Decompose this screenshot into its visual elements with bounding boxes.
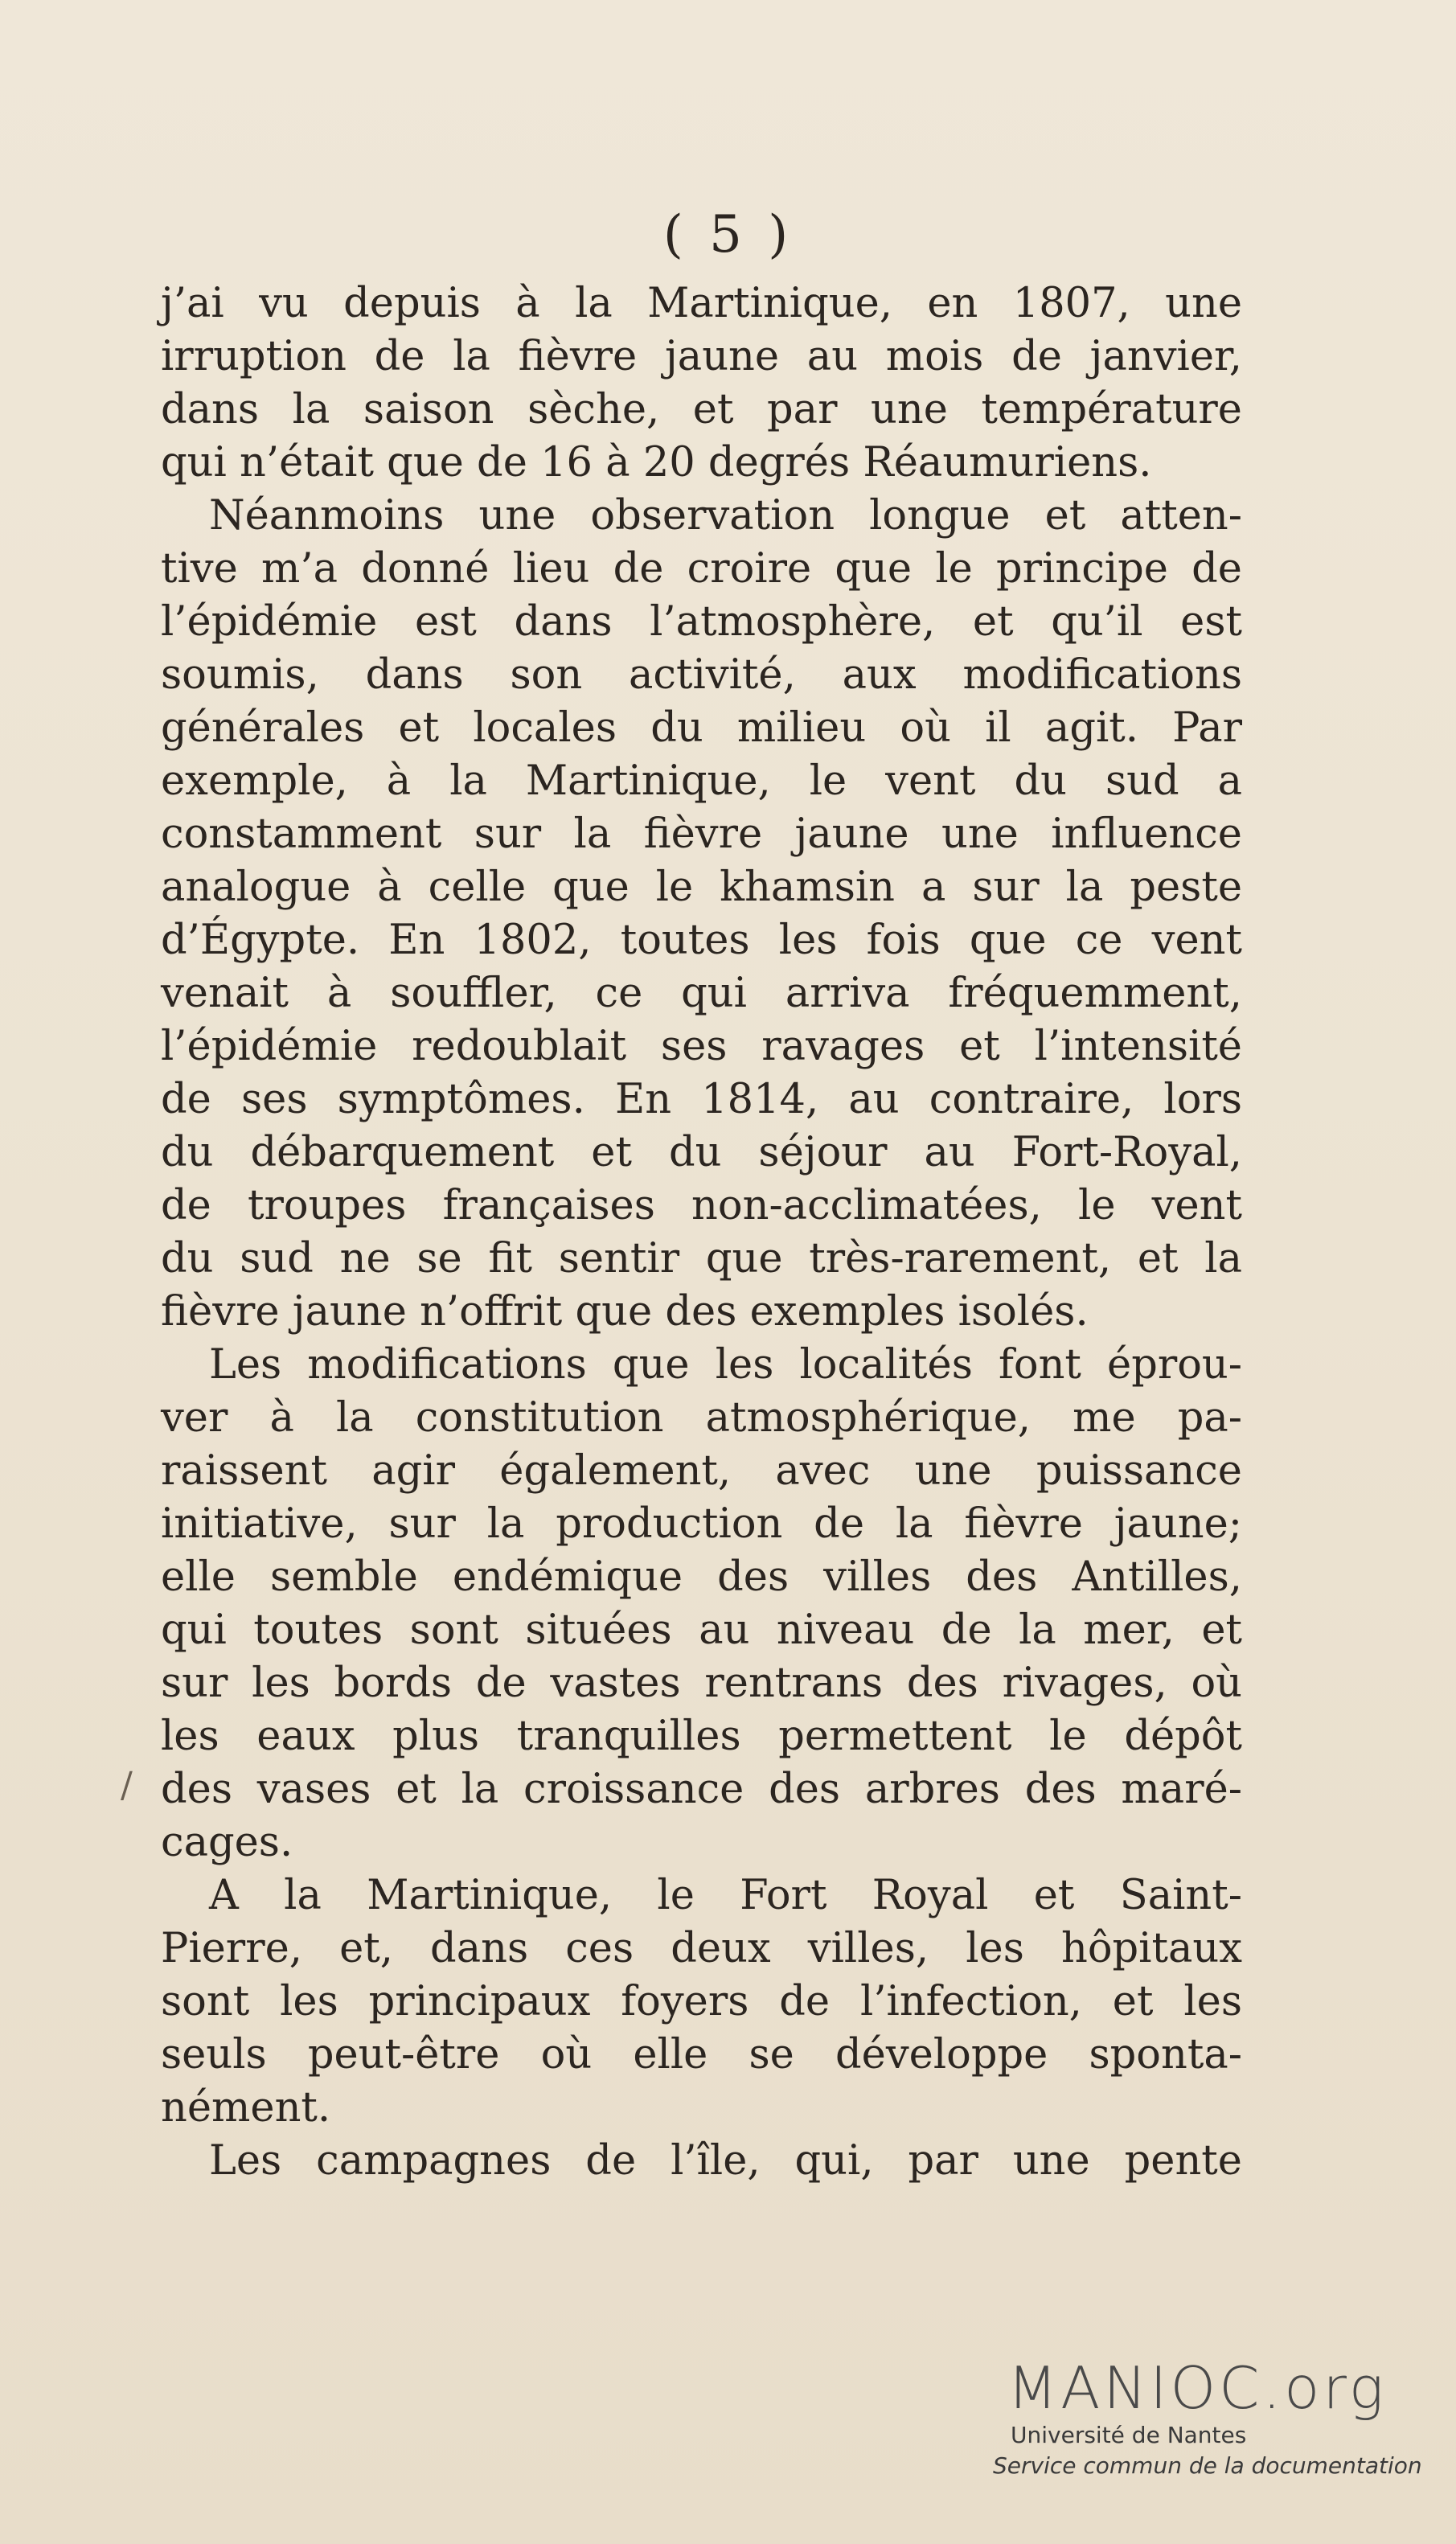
text-line: j’ai vu depuis à la Martinique, en 1807, une: [161, 280, 1242, 327]
text-line: elle semble endémique des villes des Antilles,: [161, 1553, 1242, 1601]
text-line: générales et locales du milieu où il agit. Par: [161, 704, 1242, 752]
text-line: seuls peut-être où elle se développe sponta-: [161, 2031, 1242, 2078]
text-line: cages.: [161, 1819, 293, 1866]
text-line: ver à la constitution atmosphérique, me pa-: [161, 1394, 1242, 1442]
text-line: initiative, sur la production de la fièvre jaune;: [161, 1500, 1242, 1548]
text-line: du débarquement et du séjour au Fort-Royal,: [161, 1129, 1242, 1176]
text-line: venait à souffler, ce qui arriva fréquemment,: [161, 970, 1242, 1017]
logo-university: Université de Nantes: [1011, 2422, 1247, 2448]
text-line: l’épidémie est dans l’atmosphère, et qu’il est: [161, 598, 1242, 646]
text-line: de troupes françaises non-acclimatées, le vent: [161, 1182, 1242, 1229]
text-line: des vases et la croissance des arbres des maré-: [161, 1766, 1242, 1813]
text-line: nément.: [161, 2084, 331, 2132]
text-line: fièvre jaune n’offrit que des exemples isolés.: [161, 1288, 1089, 1336]
margin-mark: /: [121, 1765, 133, 1806]
text-line: l’épidémie redoublait ses ravages et l’intensité: [161, 1023, 1242, 1070]
text-line: constamment sur la fièvre jaune une influence: [161, 810, 1242, 858]
logo-name: MANIOC.org: [1007, 2354, 1387, 2422]
text-line: dans la saison sèche, et par une température: [161, 386, 1242, 433]
text-line: A la Martinique, le Fort Royal et Saint-: [209, 1872, 1242, 1919]
text-line: exemple, à la Martinique, le vent du sud a: [161, 757, 1242, 805]
text-line: du sud ne se fit sentir que très-rarement, et la: [161, 1235, 1242, 1282]
manioc-logo: [993, 2356, 1427, 2481]
text-line: sur les bords de vastes rentrans des rivages, où: [161, 1660, 1242, 1707]
text-line: tive m’a donné lieu de croire que le principe de: [161, 545, 1242, 593]
text-line: d’Égypte. En 1802, toutes les fois que ce vent: [161, 917, 1242, 964]
text-line: qui n’était que de 16 à 20 degrés Réaumuriens.: [161, 439, 1152, 486]
text-line: Pierre, et, dans ces deux villes, les hôpitaux: [161, 1925, 1242, 1972]
text-line: Néanmoins une observation longue et atten-: [209, 492, 1242, 540]
body-text: [161, 277, 1242, 2188]
text-line: irruption de la fièvre jaune au mois de janvier,: [161, 333, 1242, 380]
text-line: de ses symptômes. En 1814, au contraire, lors: [161, 1076, 1242, 1123]
text-line: les eaux plus tranquilles permettent le dépôt: [161, 1713, 1242, 1760]
text-line: raissent agir également, avec une puissance: [161, 1447, 1242, 1495]
text-line: sont les principaux foyers de l’infection, et les: [161, 1978, 1242, 2025]
text-line: analogue à celle que le khamsin a sur la peste: [161, 864, 1242, 911]
text-line: Les campagnes de l’île, qui, par une pente: [209, 2137, 1242, 2185]
text-line: soumis, dans son activité, aux modifications: [161, 651, 1242, 699]
page-number: ( 5 ): [662, 205, 794, 265]
text-line: Les modifications que les localités font éprou-: [209, 1341, 1242, 1389]
logo-service: Service commun de la documentation: [993, 2452, 1422, 2479]
text-line: qui toutes sont situées au niveau de la mer, et: [161, 1606, 1242, 1654]
